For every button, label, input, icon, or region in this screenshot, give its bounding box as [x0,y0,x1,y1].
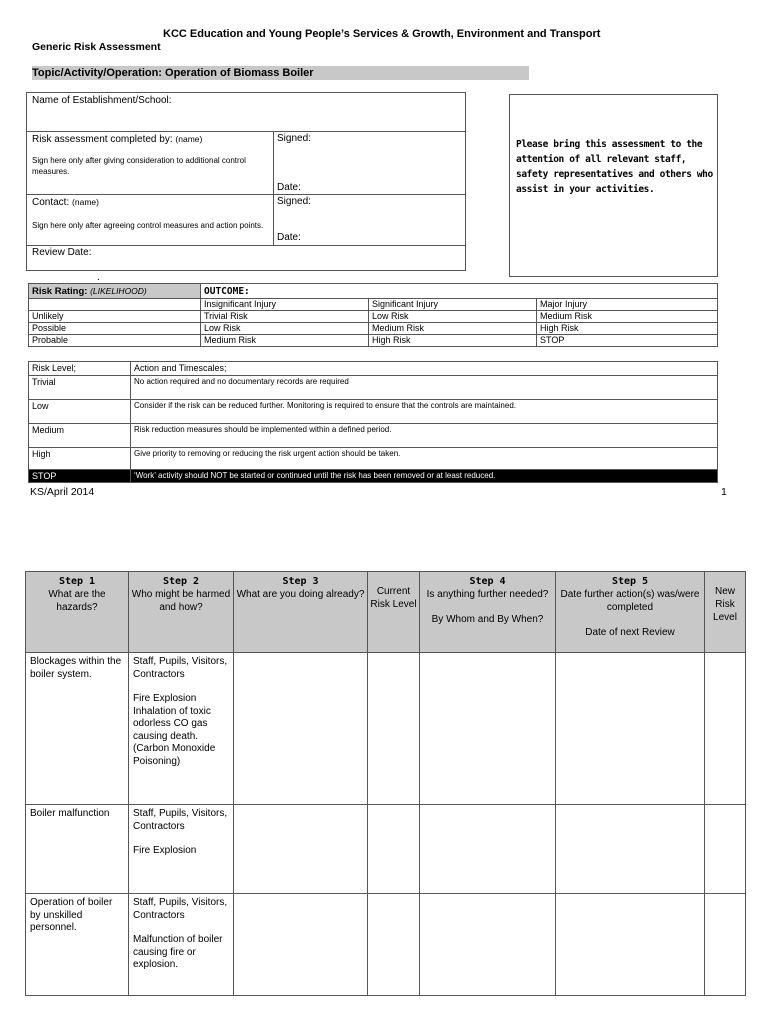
organisation-title: KCC Education and Young People’s Services & Growth, Environment and Transport [163,28,601,40]
doing-already-cell[interactable] [234,894,368,996]
rating-cell: Trivial Risk [201,311,369,323]
table-row [26,894,746,996]
action-text: Consider if the risk can be reduced further. Monitoring is required to ensure that the controls are maintained. [131,400,718,424]
risk-steps-table [25,571,746,996]
action-text: Give priority to removing or reducing the risk urgent action should be taken. [131,448,718,470]
rating-cell: Low Risk [201,323,369,335]
rating-cell: Medium Risk [201,335,369,347]
rating-columns-row [29,299,718,311]
current-risk-cell[interactable] [368,894,420,996]
rating-cell: STOP [537,335,718,347]
rating-corner-cell [29,299,201,311]
action-text: ‘Work’ activity should NOT be started or continued until the risk has been removed or at least reduced. [131,470,718,483]
action-row [29,448,718,470]
completed-by-row [27,132,465,195]
contact-note: Sign here only after agreeing control measures and action points. [32,221,264,230]
completed-by-note: Sign here only after giving consideration to additional control measures. [32,156,246,176]
table-row [26,653,746,805]
doing-already-cell[interactable] [234,653,368,805]
topic-bar [32,66,529,80]
action-text: Risk reduction measures should be implemented within a defined period. [131,424,718,448]
rating-cell: High Risk [369,335,537,347]
current-risk-header: Current Risk Level [368,572,420,653]
action-row [29,424,718,448]
who-cell: Staff, Pupils, Visitors, Contractors Malfunction of boiler causing fire or explosion. [129,894,234,996]
new-risk-cell[interactable] [705,894,746,996]
footer-revision: KS/April 2014 [30,486,95,498]
footer-page-number: 1 [721,486,727,498]
rating-cell: High Risk [537,323,718,335]
who-cell: Staff, Pupils, Visitors, Contractors Fire Explosion [129,805,234,894]
action-level: STOP [29,470,131,483]
new-risk-cell[interactable] [705,805,746,894]
completed-by-label[interactable]: Risk assessment completed by: (name) [32,134,203,145]
risk-level-header: Risk Level; [29,362,131,376]
likelihood-cell: Probable [29,335,201,347]
action-header-row [29,362,718,376]
likelihood-cell: Possible [29,323,201,335]
establishment-name-row [27,93,465,132]
review-date-label[interactable]: Review Date: [32,247,92,258]
completed-signed-label[interactable]: Signed: [277,133,311,144]
contact-name-hint: (name) [72,197,99,207]
rating-cell: Low Risk [369,311,537,323]
rating-cell: Medium Risk [369,323,537,335]
new-risk-cell[interactable] [705,653,746,805]
likelihood-cell: Unlikely [29,311,201,323]
hazard-cell: Blockages within the boiler system. [26,653,129,805]
notice-text: Please bring this assessment to the attention of all relevant staff, safety representatives and others who assist in your activities. [516,139,713,195]
establishment-name-label[interactable]: Name of Establishment/School: [32,95,172,106]
completed-by-divider [273,132,274,194]
step-header: Step 5 Date further action(s) was/were completed Date of next Review [556,572,705,653]
new-risk-header: New Risk Level [705,572,746,653]
step-header: Step 2 Who might be harmed and how? [129,572,234,653]
review-date-row [27,246,465,271]
action-level: Medium [29,424,131,448]
hazard-cell: Operation of boiler by unskilled personnel. [26,894,129,996]
action-level: Trivial [29,376,131,400]
rating-row [29,335,718,347]
action-text: No action required and no documentary records are required [131,376,718,400]
document-title: Generic Risk Assessment [32,41,161,53]
rating-col-header: Significant Injury [369,299,537,311]
completion-date-cell[interactable] [556,805,705,894]
completion-date-cell[interactable] [556,894,705,996]
current-risk-cell[interactable] [368,805,420,894]
step-header: Step 4 Is anything further needed? By Whom and By When? [420,572,556,653]
rating-row [29,311,718,323]
step-header: Step 1 What are the hazards? [26,572,129,653]
action-level: High [29,448,131,470]
further-needed-cell[interactable] [420,805,556,894]
rating-col-header: Insignificant Injury [201,299,369,311]
establishment-details-box [26,92,466,271]
rating-row [29,323,718,335]
completed-by-name-hint: (name) [175,134,203,144]
rating-subtitle: (LIKELIHOOD) [90,285,147,296]
action-timescale-table [28,361,718,483]
action-row [29,376,718,400]
notice-box [509,94,718,277]
hazard-cell: Boiler malfunction [26,805,129,894]
rating-title: Risk Rating: (LIKELIHOOD) [29,284,201,299]
steps-header-row [26,572,746,653]
contact-signed-label[interactable]: Signed: [277,196,311,207]
who-cell: Staff, Pupils, Visitors, Contractors Fire Explosion Inhalation of toxic odorless CO gas causing death. (Carbon Monoxide Poisoning) [129,653,234,805]
step-header: Step 3 What are you doing already? [234,572,368,653]
action-header: Action and Timescales; [131,362,718,376]
risk-rating-matrix [28,283,718,347]
table-row [26,805,746,894]
action-row [29,400,718,424]
topic-title: Topic/Activity/Operation: Operation of Biomass Boiler [32,67,314,79]
rating-cell: Medium Risk [537,311,718,323]
contact-divider [273,195,274,245]
completed-date-label[interactable]: Date: [277,182,301,193]
action-row-stop [29,470,718,483]
outcome-label: OUTCOME: [201,284,718,299]
further-needed-cell[interactable] [420,894,556,996]
doing-already-cell[interactable] [234,805,368,894]
rating-header-row [29,284,718,299]
contact-label[interactable]: Contact: (name) [32,197,99,208]
completion-date-cell[interactable] [556,653,705,805]
contact-row [27,195,465,246]
stray-dot: . [97,272,100,283]
rating-col-header: Major Injury [537,299,718,311]
further-needed-cell[interactable] [420,653,556,805]
contact-date-label[interactable]: Date: [277,232,301,243]
action-level: Low [29,400,131,424]
current-risk-cell[interactable] [368,653,420,805]
